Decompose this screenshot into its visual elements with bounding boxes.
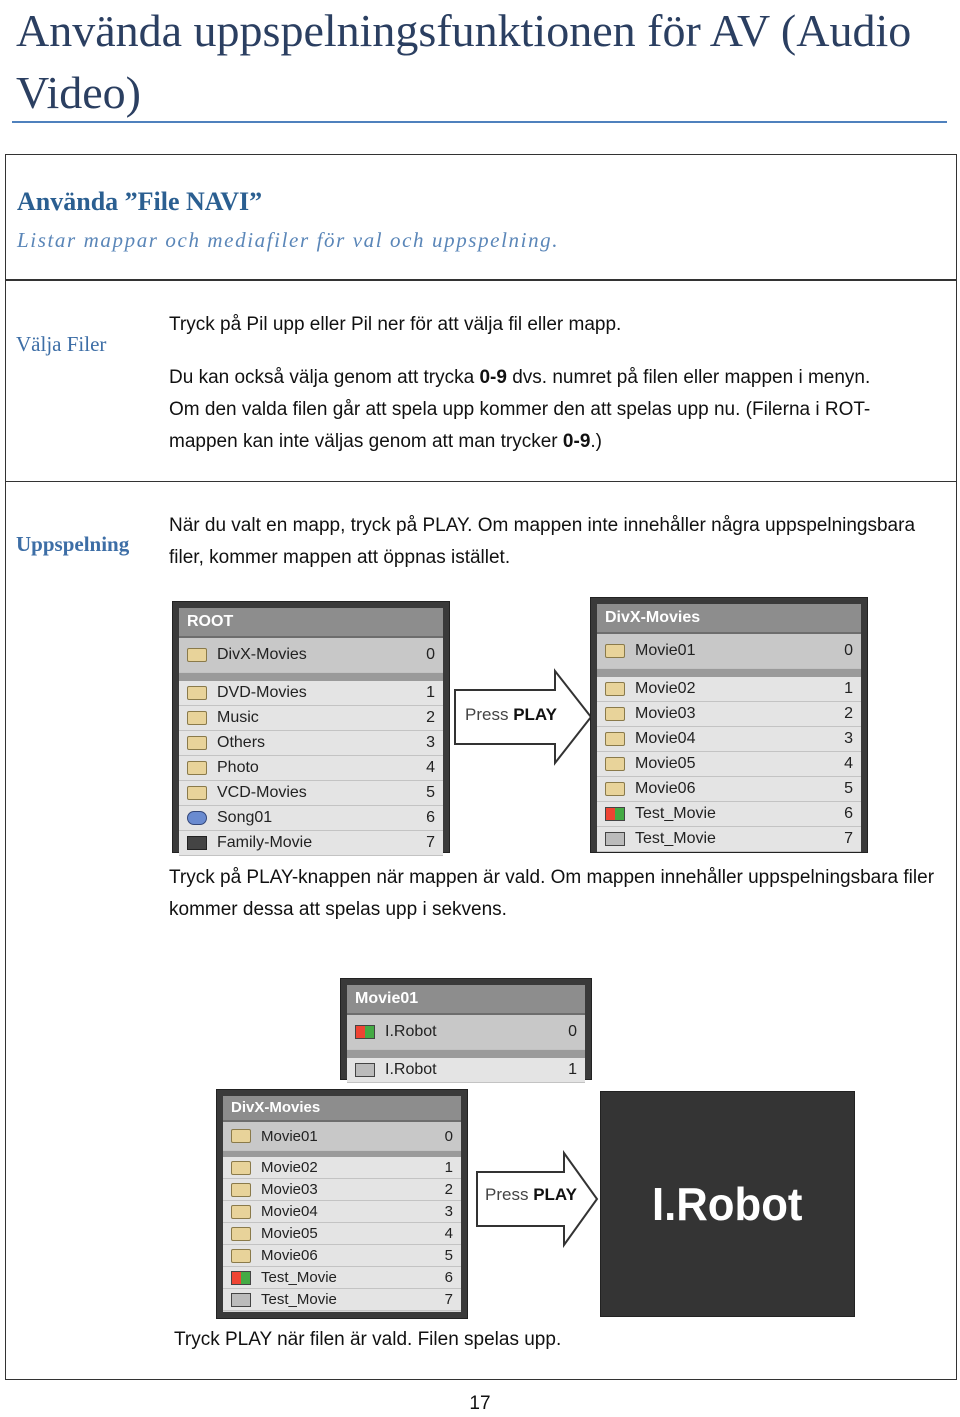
uppspelning-para1: När du valt en mapp, tryck på PLAY. Om mappen inte innehåller några uppspelningsbara filer, kommer mappen att öppnas istället. bbox=[169, 515, 916, 568]
file-name: Movie06 bbox=[261, 1247, 318, 1264]
folder-icon bbox=[605, 707, 625, 721]
label-valja-filer: Välja Filer bbox=[16, 332, 107, 356]
file-name: I.Robot bbox=[385, 1023, 437, 1040]
movie01-folder-panel bbox=[340, 978, 592, 1080]
page-title: Använda uppspelningsfunktionen för AV (Audio Video) bbox=[16, 5, 912, 118]
folder-icon bbox=[187, 761, 207, 775]
file-name: Song01 bbox=[217, 809, 273, 826]
file-list-item[interactable] bbox=[597, 634, 861, 669]
page-number: 17 bbox=[469, 1393, 491, 1414]
divx-folder-panel bbox=[590, 597, 868, 853]
file-number: 4 bbox=[844, 755, 853, 772]
file-number: 6 bbox=[426, 809, 435, 826]
file-list-item[interactable] bbox=[597, 752, 861, 777]
file-list-item[interactable] bbox=[179, 731, 443, 756]
media-icon bbox=[187, 811, 207, 825]
panel-header: Movie01 bbox=[347, 985, 585, 1015]
panel-header: ROOT bbox=[179, 608, 443, 638]
clapper-icon bbox=[231, 1293, 251, 1307]
file-number: 6 bbox=[444, 1269, 453, 1286]
valja-filer-line2: Du kan också välja genom att trycka 0-9 dvs. numret på filen eller mappen i menyn. bbox=[169, 367, 871, 388]
row-separator bbox=[347, 1050, 585, 1058]
video-icon bbox=[355, 1025, 375, 1039]
folder-icon bbox=[605, 732, 625, 746]
folder-icon bbox=[231, 1129, 251, 1143]
file-list-item[interactable] bbox=[179, 706, 443, 731]
file-number: 1 bbox=[844, 680, 853, 697]
folder-icon bbox=[231, 1249, 251, 1263]
file-list-item[interactable] bbox=[179, 756, 443, 781]
panel-header: DivX-Movies bbox=[223, 1096, 461, 1122]
file-number: 5 bbox=[444, 1247, 453, 1264]
file-name: Movie02 bbox=[635, 680, 696, 697]
folder-icon bbox=[187, 648, 207, 662]
file-list-item[interactable] bbox=[223, 1223, 461, 1245]
file-number: 0 bbox=[844, 642, 853, 659]
playback-title: I.Robot bbox=[652, 1178, 803, 1230]
folder-icon bbox=[187, 686, 207, 700]
playback-screen bbox=[600, 1091, 855, 1317]
file-list-item[interactable] bbox=[223, 1267, 461, 1289]
video-icon bbox=[605, 807, 625, 821]
file-list-item[interactable] bbox=[347, 1015, 585, 1050]
clapper-icon bbox=[605, 832, 625, 846]
file-number: 5 bbox=[844, 780, 853, 797]
file-name: Movie01 bbox=[261, 1127, 318, 1145]
valja-filer-line1: Tryck på Pil upp eller Pil ner för att välja fil eller mapp. bbox=[169, 314, 622, 335]
file-number: 2 bbox=[844, 705, 853, 722]
file-number: 0 bbox=[426, 646, 435, 663]
file-number: 6 bbox=[844, 805, 853, 822]
file-name: Test_Movie bbox=[261, 1269, 337, 1286]
press-play-label-2: Press PLAY bbox=[485, 1185, 577, 1204]
folder-icon bbox=[231, 1227, 251, 1241]
file-name: DVD-Movies bbox=[217, 684, 307, 701]
folder-icon bbox=[231, 1205, 251, 1219]
uppspelning-para2: Tryck på PLAY-knappen när mappen är vald. Om mappen innehåller uppspelningsbara filer kommer dessa att spelas upp i sekvens. bbox=[169, 867, 935, 920]
row-separator bbox=[597, 669, 861, 677]
file-number: 0 bbox=[444, 1127, 453, 1145]
file-list-item[interactable] bbox=[179, 638, 443, 673]
title-rule bbox=[12, 121, 947, 123]
section-subtitle: Listar mappar och mediafiler för val och uppspelning. bbox=[17, 228, 560, 252]
folder-icon bbox=[605, 757, 625, 771]
file-number: 2 bbox=[426, 709, 435, 726]
file-name: Movie03 bbox=[261, 1181, 318, 1198]
file-name: Test_Movie bbox=[635, 830, 716, 847]
clapper-icon bbox=[355, 1063, 375, 1077]
file-name: Photo bbox=[217, 759, 259, 776]
file-number: 3 bbox=[444, 1203, 453, 1220]
valja-filer-line4: mappen kan inte väljas genom att man trycker 0-9.) bbox=[169, 431, 602, 452]
file-number: 0 bbox=[568, 1023, 577, 1040]
root-folder-panel bbox=[172, 601, 450, 853]
folder-icon bbox=[605, 682, 625, 696]
file-list-item[interactable] bbox=[597, 777, 861, 802]
label-uppspelning: Uppspelning bbox=[16, 532, 130, 556]
file-number: 7 bbox=[844, 830, 853, 847]
press-play-label-1: Press PLAY bbox=[465, 705, 557, 724]
file-list-item[interactable] bbox=[179, 681, 443, 706]
file-number: 1 bbox=[444, 1159, 453, 1176]
section-divider bbox=[5, 481, 957, 482]
vcd-icon bbox=[187, 836, 207, 850]
file-number: 1 bbox=[426, 684, 435, 701]
file-name: Movie06 bbox=[635, 780, 696, 797]
uppspelning-para3: Tryck PLAY när filen är vald. Filen spelas upp. bbox=[174, 1329, 562, 1350]
file-name: Movie03 bbox=[635, 705, 696, 722]
file-name: Test_Movie bbox=[261, 1291, 337, 1308]
file-list-item[interactable] bbox=[223, 1122, 461, 1151]
file-name: DivX-Movies bbox=[217, 646, 307, 663]
file-name: I.Robot bbox=[385, 1061, 437, 1078]
section-header-box bbox=[5, 154, 957, 280]
folder-icon bbox=[187, 711, 207, 725]
file-number: 3 bbox=[426, 734, 435, 751]
file-list-item[interactable] bbox=[223, 1201, 461, 1223]
folder-icon bbox=[187, 736, 207, 750]
file-number: 7 bbox=[444, 1291, 453, 1308]
file-name: Music bbox=[217, 709, 259, 726]
file-list-item[interactable] bbox=[179, 781, 443, 806]
file-name: Test_Movie bbox=[635, 805, 716, 822]
file-list-item[interactable] bbox=[597, 677, 861, 702]
folder-icon bbox=[605, 782, 625, 796]
file-list-item[interactable] bbox=[597, 802, 861, 827]
file-name: Movie05 bbox=[261, 1225, 318, 1242]
divx-folder-panel-2 bbox=[216, 1089, 468, 1319]
file-number: 3 bbox=[844, 730, 853, 747]
file-list-item[interactable] bbox=[347, 1058, 585, 1083]
file-name: VCD-Movies bbox=[217, 784, 307, 801]
file-number: 4 bbox=[426, 759, 435, 776]
section-title: Använda ”File NAVI” bbox=[17, 187, 263, 216]
panel-header: DivX-Movies bbox=[597, 604, 861, 634]
video-icon bbox=[231, 1271, 251, 1285]
file-list-item[interactable] bbox=[179, 831, 443, 856]
folder-icon bbox=[187, 786, 207, 800]
valja-filer-line3: Om den valda filen går att spela upp kommer den att spelas upp nu. (Filerna i ROT- bbox=[169, 399, 871, 420]
file-list-item[interactable] bbox=[223, 1157, 461, 1179]
row-separator bbox=[179, 673, 443, 681]
file-number: 7 bbox=[426, 834, 435, 851]
file-list-item[interactable] bbox=[223, 1289, 461, 1311]
file-number: 1 bbox=[568, 1061, 577, 1078]
file-name: Family-Movie bbox=[217, 834, 313, 851]
file-number: 5 bbox=[426, 784, 435, 801]
file-list-item[interactable] bbox=[223, 1179, 461, 1201]
file-name: Movie01 bbox=[635, 642, 696, 659]
file-name: Movie05 bbox=[635, 755, 696, 772]
file-number: 2 bbox=[444, 1181, 453, 1198]
file-list-item[interactable] bbox=[223, 1245, 461, 1267]
file-list-item[interactable] bbox=[597, 702, 861, 727]
file-list-item[interactable] bbox=[597, 727, 861, 752]
file-list-item[interactable] bbox=[179, 806, 443, 831]
file-number: 4 bbox=[444, 1225, 453, 1242]
file-list-item[interactable] bbox=[597, 827, 861, 852]
file-name: Others bbox=[217, 734, 266, 751]
folder-icon bbox=[605, 644, 625, 658]
file-name: Movie04 bbox=[261, 1203, 318, 1220]
folder-icon bbox=[231, 1183, 251, 1197]
folder-icon bbox=[231, 1161, 251, 1175]
file-name: Movie02 bbox=[261, 1159, 318, 1176]
file-name: Movie04 bbox=[635, 730, 696, 747]
